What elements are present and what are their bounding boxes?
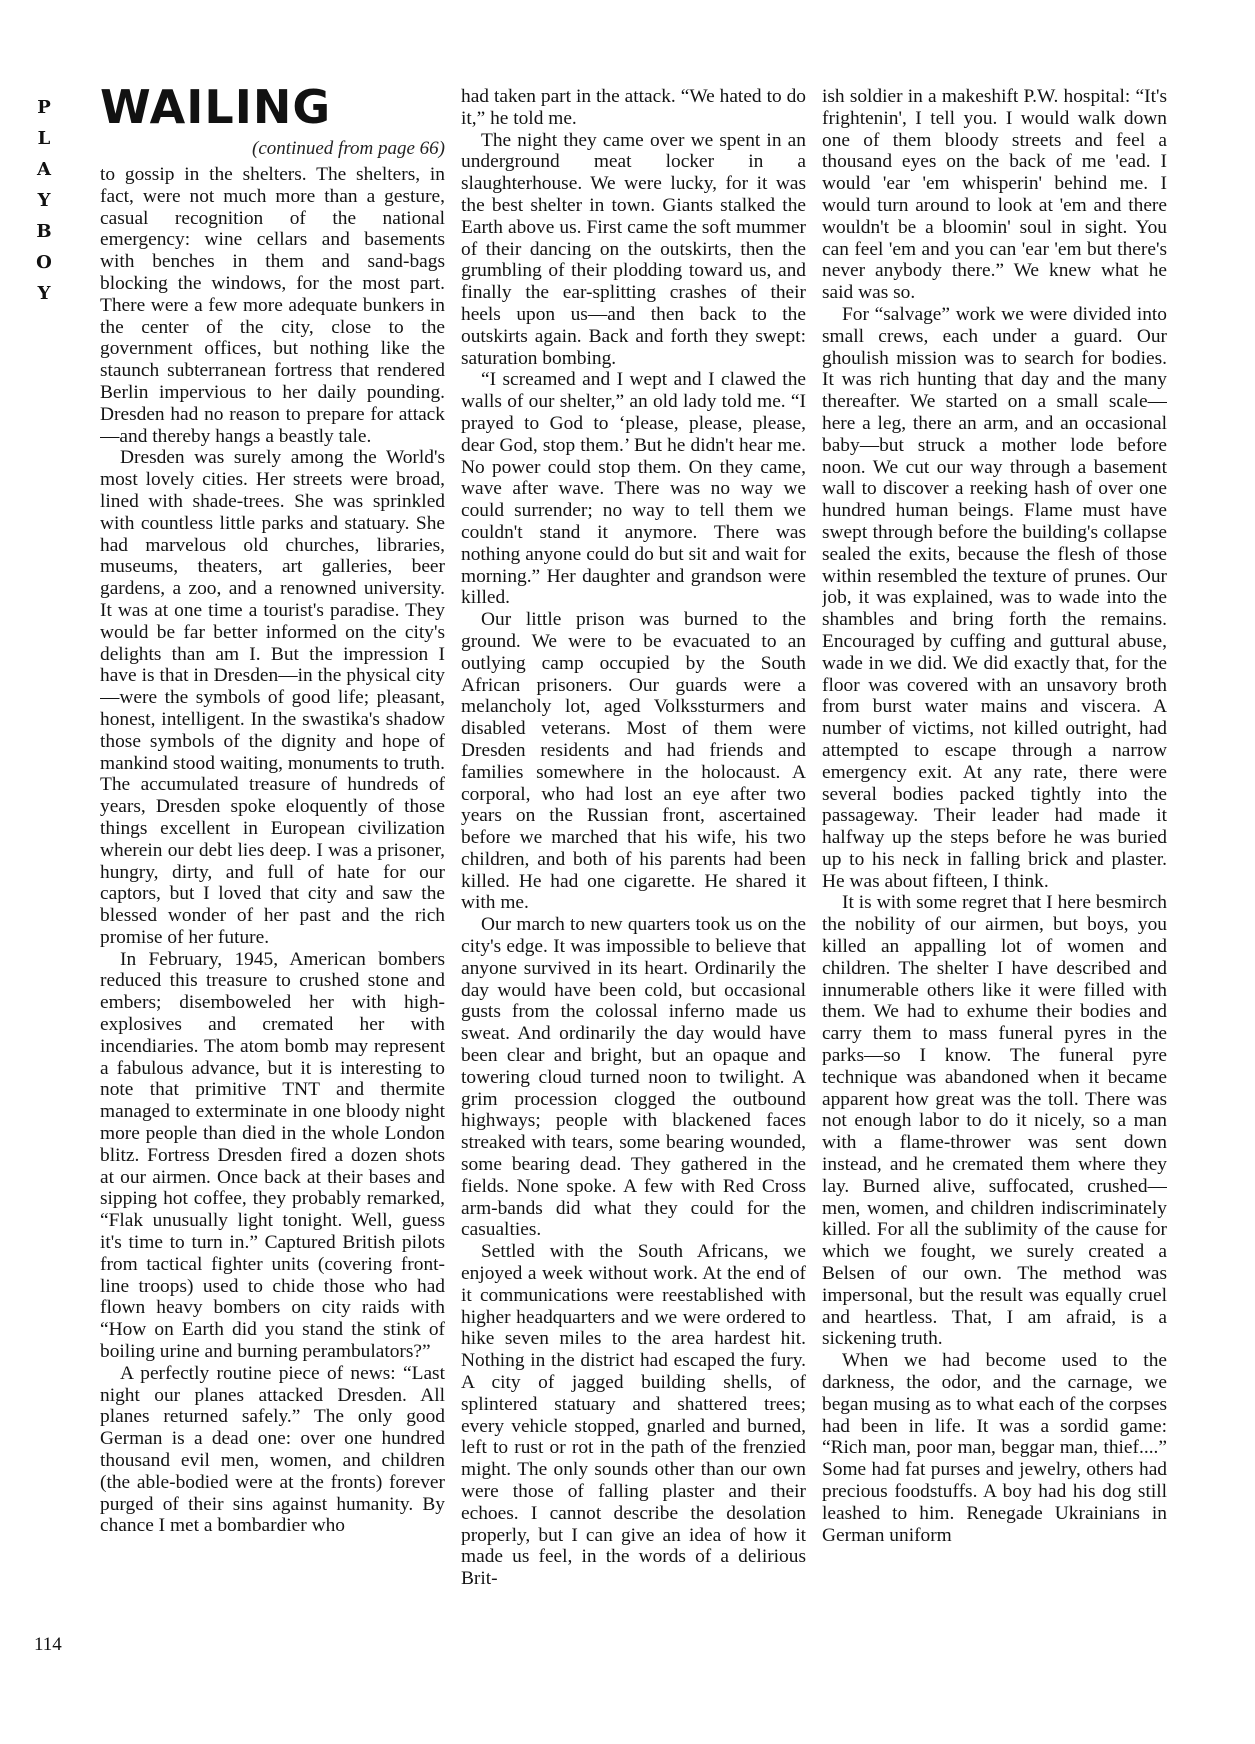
paragraph: Our little prison was burned to the ground. We were to be evacuated to an outlying camp occupied by the South African prisoners. Our guards were a melancholy lot, aged Volkssturmers and disabled veterans. Most of them were Dresden residents and had friends and families somewhere in the holocaust. A corporal, who had lost an eye after two years on the Russian front, ascertained before we marched that his wife, his two children, and both of his parents had been killed. He had one cigarette. He shared it with me. — [461, 609, 806, 914]
text-column-2 — [461, 86, 806, 1666]
paragraph: had taken part in the attack. “We hated to do it,” he told me. — [461, 86, 806, 129]
article-headline: WAILING — [100, 80, 332, 134]
running-head-letter: A — [37, 159, 51, 180]
running-head-letter: B — [36, 221, 52, 242]
paragraph: A perfectly routine piece of news: “Last night our planes attacked Dresden. All planes returned safely.” The only good German is a dead one: over one hundred thousand evil men, women, and children (the able-bodied were at the fronts) forever purged of their sins against humanity. By chance I met a bombardier who — [100, 1362, 445, 1537]
paragraph: Our march to new quarters took us on the city's edge. It was impossible to believe that anyone survived in its heart. Ordinarily the day would have been cold, but occasional gusts from the colossal inferno made us sweat. And ordinarily the day would have been clear and bright, but an opaque and towering cloud turned noon to twilight. A grim procession clogged the outbound highways; people with blackened faces streaked with tears, some bearing wounded, some bearing dead. They gathered in the fields. None spoke. A few with Red Cross arm-bands did what they could for the casualties. — [461, 914, 806, 1241]
running-head — [32, 92, 56, 309]
paragraph: Dresden was surely among the World's most lovely cities. Her streets were broad, lined with shade-trees. She was sprinkled with countless little parks and statuary. She had marvelous old churches, libraries, museums, theaters, art galleries, beer gardens, a zoo, and a renowned university. It was at one time a tourist's paradise. They would be far better informed on the city's delights than am I. But the impression I have is that in Dresden—in the physical city—were the symbols of good life; pleasant, honest, intelligent. In the swastika's shadow those symbols of the dignity and hope of mankind stood waiting, monuments to truth. The accumulated treasure of hundreds of years, Dresden spoke eloquently of those things excellent in European civilization wherein our debt lies deep. I was a prisoner, hungry, dirty, and full of hate for our captors, but I loved that city and saw the blessed wonder of her past and the rich promise of her future. — [100, 447, 445, 948]
paragraph: The night they came over we spent in an underground meat locker in a slaughterhouse. We were lucky, for it was the best shelter in town. Giants stalked the Earth above us. First came the soft mummer of their dancing on the outskirts, then the grumbling of their plodding toward us, and finally the ear-splitting crashes of their heels upon us—and then back to the outskirts again. Back and forth they swept: saturation bombing. — [461, 129, 806, 369]
running-head-letter: O — [36, 252, 52, 273]
paragraph: Settled with the South Africans, we enjoyed a week without work. At the end of it communications were reestablished with higher headquarters and we were ordered to hike seven miles to the area hardest hit. Nothing in the district had escaped the fury. A city of jagged building shells, of splintered statuary and shattered trees; every vehicle stopped, gnarled and burned, left to rust or rot in the path of the frenzied might. The only sounds other than our own were those of falling plaster and their echoes. I cannot describe the desolation properly, but I can give an idea of how it made us feel, in the words of a delirious Brit- — [461, 1241, 806, 1590]
running-head-letter: Y — [37, 190, 51, 211]
paragraph: In February, 1945, American bombers reduced this treasure to crushed stone and embers; disemboweled her with high-explosives and cremated her with incendiaries. The atom bomb may represent a fabulous advance, but it is interesting to note that primitive TNT and thermite managed to exterminate in one bloody night more people than died in the whole London blitz. Fortress Dresden fired a dozen shots at our airmen. Once back at their bases and sipping hot coffee, they probably remarked, “Flak unusually light tonight. Well, guess it's time to turn in.” Captured British pilots from tactical fighter units (covering front-line troops) used to chide those who had flown heavy bombers on city raids with “How on Earth did you stand the stink of boiling urine and burning perambulators?” — [100, 948, 445, 1363]
paragraph: ish soldier in a makeshift P.W. hospital: “It's frightenin', I tell you. I would walk down one of them bloody streets and feel a thousand eyes on the back of me 'ead. I would 'ear 'em whisperin' behind me. I would turn around to look at 'em and there wouldn't be a bloomin' soul in sight. You can feel 'em and you can 'ear 'em but there's never anybody there.” We knew what he said was so. — [822, 86, 1167, 304]
text-column-1 — [100, 164, 445, 1744]
paragraph: For “salvage” work we were divided into small crews, each under a guard. Our ghoulish mission was to search for bodies. It was rich hunting that day and the many thereafter. We started on a small scale—here a leg, there an arm, and an occasional baby—but struck a mother lode before noon. We cut our way through a basement wall to discover a reeking hash of over one hundred human beings. Flame must have swept through before the building's collapse sealed the exits, because the flesh of those within resembled the texture of prunes. Our job, it was explained, was to wade into the shambles and bring forth the remains. Encouraged by cuffing and guttural abuse, wade in we did. We did exactly that, for the floor was covered with an unsavory broth from burst water mains and viscera. A number of victims, not killed outright, had attempted to escape through a narrow emergency exit. At any rate, there were several bodies packed tightly into the passageway. Their leader had made it halfway up the steps before he was buried up to his neck in falling brick and plaster. He was about fifteen, I think. — [822, 303, 1167, 892]
continued-note: (continued from page 66) — [252, 138, 445, 159]
running-head-letter: P — [37, 97, 51, 118]
running-head-letter: L — [37, 128, 51, 149]
paragraph: It is with some regret that I here besmirch the nobility of our airmen, but boys, you killed an appalling lot of women and children. The shelter I have described and innumerable others like it were filled with them. We had to exhume their bodies and carry them to mass funeral pyres in the parks—so I know. The funeral pyre technique was abandoned when it became apparent how great was the toll. There was not enough labor to do it nicely, so a man with a flame-thrower was sent down instead, and he cremated them where they lay. Burned alive, suffocated, crushed—men, women, and children indiscriminately killed. For all the sublimity of the cause for which we fought, we surely created a Belsen of our own. The method was impersonal, but the result was equally cruel and heartless. That, I am afraid, is a sickening truth. — [822, 892, 1167, 1350]
paragraph: “I screamed and I wept and I clawed the walls of our shelter,” an old lady told me. “I prayed to God to ‘please, please, please, dear God, stop them.’ But he didn't hear me. No power could stop them. On they came, wave after wave. There was no way we could surrender; no way to tell them we couldn't stand it anymore. There was nothing anyone could do but sit and wait for morning.” Her daughter and grandson were killed. — [461, 369, 806, 609]
paragraph: to gossip in the shelters. The shelters, in fact, were not much more than a gesture, casual recognition of the national emergency: wine cellars and basements with benches in them and sand-bags blocking the windows, for the most part. There were a few more adequate bunkers in the center of the city, close to the government offices, but nothing like the staunch subterranean fortress that rendered Berlin impervious to her daily pounding. Dresden had no reason to prepare for attack—and thereby hangs a beastly tale. — [100, 164, 445, 447]
running-head-letter: Y — [37, 283, 51, 304]
text-column-3 — [822, 86, 1167, 1666]
paragraph: When we had become used to the darkness, the odor, and the carnage, we began musing as to what each of the corpses had been in life. It was a sordid game: “Rich man, poor man, beggar man, thief....” Some had fat purses and jewelry, others had precious foodstuffs. A boy had his dog still leashed to him. Renegade Ukrainians in German uniform — [822, 1350, 1167, 1546]
page-number: 114 — [34, 1634, 62, 1655]
